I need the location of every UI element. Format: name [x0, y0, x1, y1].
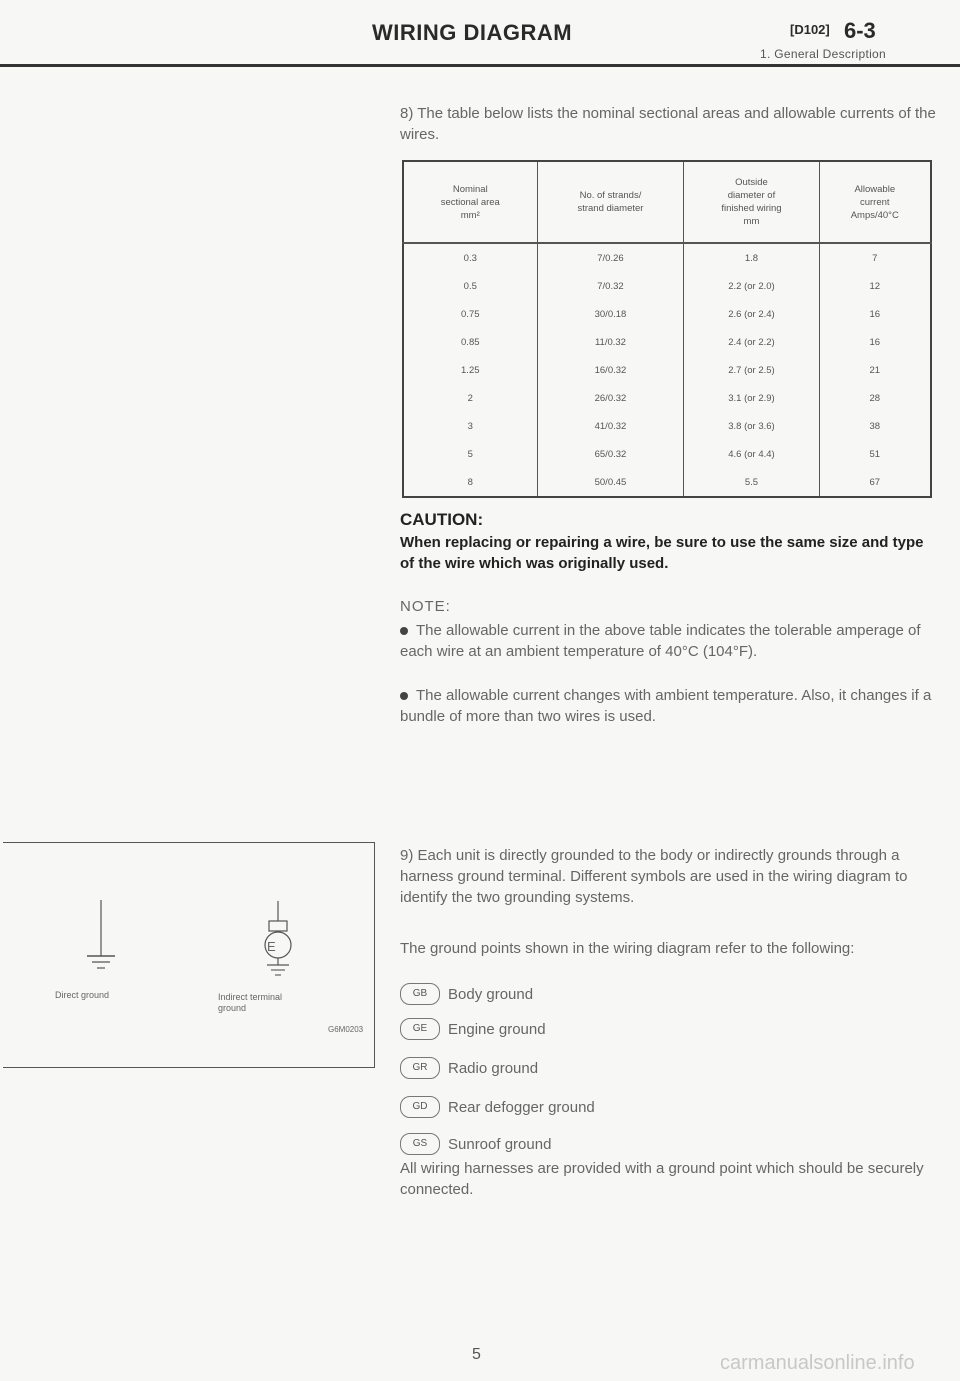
table-cell: 38	[819, 412, 931, 440]
direct-ground-icon	[81, 898, 121, 978]
table-row	[403, 412, 931, 440]
table-cell: 26/0.32	[537, 384, 684, 412]
page-section-number: 6-3	[844, 18, 876, 43]
table-cell: 16	[819, 328, 931, 356]
table-cell: 7	[819, 243, 931, 272]
table-header-row	[403, 161, 931, 243]
table-row	[403, 300, 931, 328]
table-row	[403, 328, 931, 356]
col-allowable-current: Allowable current Amps/40°C	[819, 161, 931, 243]
table-cell: 2.2 (or 2.0)	[684, 272, 819, 300]
section8-intro: 8) The table below lists the nominal sectional areas and allowable currents of the wires.	[400, 105, 936, 143]
table-cell: 0.85	[403, 328, 537, 356]
table-cell: 28	[819, 384, 931, 412]
table-cell: 2.4 (or 2.2)	[684, 328, 819, 356]
ground-badge: GS	[400, 1133, 440, 1155]
ground-item-engine: GE Engine ground	[400, 1018, 546, 1040]
indirect-terminal-ground-icon	[253, 901, 303, 981]
ground-symbols-figure	[3, 842, 375, 1068]
section9-intro: 9) Each unit is directly grounded to the body or indirectly grounds through a harness ground terminal. Different symbols are used in the wiring diagram to identify the two grounding systems.	[400, 847, 908, 906]
col-outside-diameter: Outside diameter of finished wiring mm	[684, 161, 819, 243]
section-subtitle: 1. General Description	[760, 47, 886, 61]
table-cell: 3	[403, 412, 537, 440]
table-cell: 0.5	[403, 272, 537, 300]
table-cell: 41/0.32	[537, 412, 684, 440]
watermark: carmanualsonline.info	[720, 1352, 915, 1374]
table-cell: 67	[819, 468, 931, 497]
col-strands: No. of strands/ strand diameter	[537, 161, 684, 243]
table-cell: 3.8 (or 3.6)	[684, 412, 819, 440]
table-cell: 4.6 (or 4.4)	[684, 440, 819, 468]
ground-badge: GB	[400, 983, 440, 1005]
table-row	[403, 384, 931, 412]
table-cell: 2	[403, 384, 537, 412]
wire-spec-table	[402, 160, 932, 498]
table-cell: 21	[819, 356, 931, 384]
table-row	[403, 440, 931, 468]
table-cell: 51	[819, 440, 931, 468]
caution-heading: CAUTION:	[400, 510, 484, 529]
table-row	[403, 272, 931, 300]
table-cell: 3.1 (or 2.9)	[684, 384, 819, 412]
table-row	[403, 468, 931, 497]
section9-final: All wiring harnesses are provided with a ground point which should be securely connected.	[400, 1160, 924, 1198]
ground-badge: GR	[400, 1057, 440, 1079]
table-cell: 0.75	[403, 300, 537, 328]
table-cell: 1.8	[684, 243, 819, 272]
bullet-icon	[400, 692, 408, 700]
table-cell: 16/0.32	[537, 356, 684, 384]
caution-text: When replacing or repairing a wire, be sure to use the same size and type of the wire which was originally used.	[400, 534, 924, 572]
section9-follow: The ground points shown in the wiring diagram refer to the following:	[400, 940, 855, 957]
table-row	[403, 243, 931, 272]
table-cell: 2.7 (or 2.5)	[684, 356, 819, 384]
col-nominal-area: Nominal sectional area mm²	[403, 161, 537, 243]
bullet-icon	[400, 627, 408, 635]
table-cell: 65/0.32	[537, 440, 684, 468]
table-cell: 0.3	[403, 243, 537, 272]
page-number: 5	[472, 1346, 481, 1363]
table-cell: 7/0.32	[537, 272, 684, 300]
table-cell: 12	[819, 272, 931, 300]
figure-code: G6M0203	[328, 1025, 364, 1034]
ground-item-radio: GR Radio ground	[400, 1057, 538, 1079]
header-rule	[0, 64, 960, 67]
table-cell: 1.25	[403, 356, 537, 384]
table-cell: 5	[403, 440, 537, 468]
section-code: [D102]	[790, 22, 830, 37]
table-cell: 2.6 (or 2.4)	[684, 300, 819, 328]
table-cell: 11/0.32	[537, 328, 684, 356]
note-item: The allowable current in the above table indicates the tolerable amperage of each wire at an ambient temperature of 40°C (104°F).	[400, 622, 921, 660]
ground-item-body: GB Body ground	[400, 983, 533, 1005]
table-row	[403, 356, 931, 384]
terminal-letter: E	[267, 939, 276, 954]
indirect-ground-label: Indirect terminal	[218, 992, 283, 1002]
indirect-ground-label: ground	[218, 1003, 247, 1013]
direct-ground-label: Direct ground	[55, 990, 110, 1000]
table-cell: 30/0.18	[537, 300, 684, 328]
table-cell: 50/0.45	[537, 468, 684, 497]
page-title: WIRING DIAGRAM	[372, 20, 573, 45]
note-item: The allowable current changes with ambient temperature. Also, it changes if a bundle of more than two wires is used.	[400, 687, 932, 725]
ground-item-sunroof: GS Sunroof ground	[400, 1133, 551, 1155]
note-heading: NOTE:	[400, 598, 451, 615]
ground-badge: GD	[400, 1096, 440, 1118]
table-cell: 8	[403, 468, 537, 497]
ground-badge: GE	[400, 1018, 440, 1040]
table-cell: 7/0.26	[537, 243, 684, 272]
table-cell: 5.5	[684, 468, 819, 497]
table-cell: 16	[819, 300, 931, 328]
ground-item-rear-defogger: GD Rear defogger ground	[400, 1096, 595, 1118]
